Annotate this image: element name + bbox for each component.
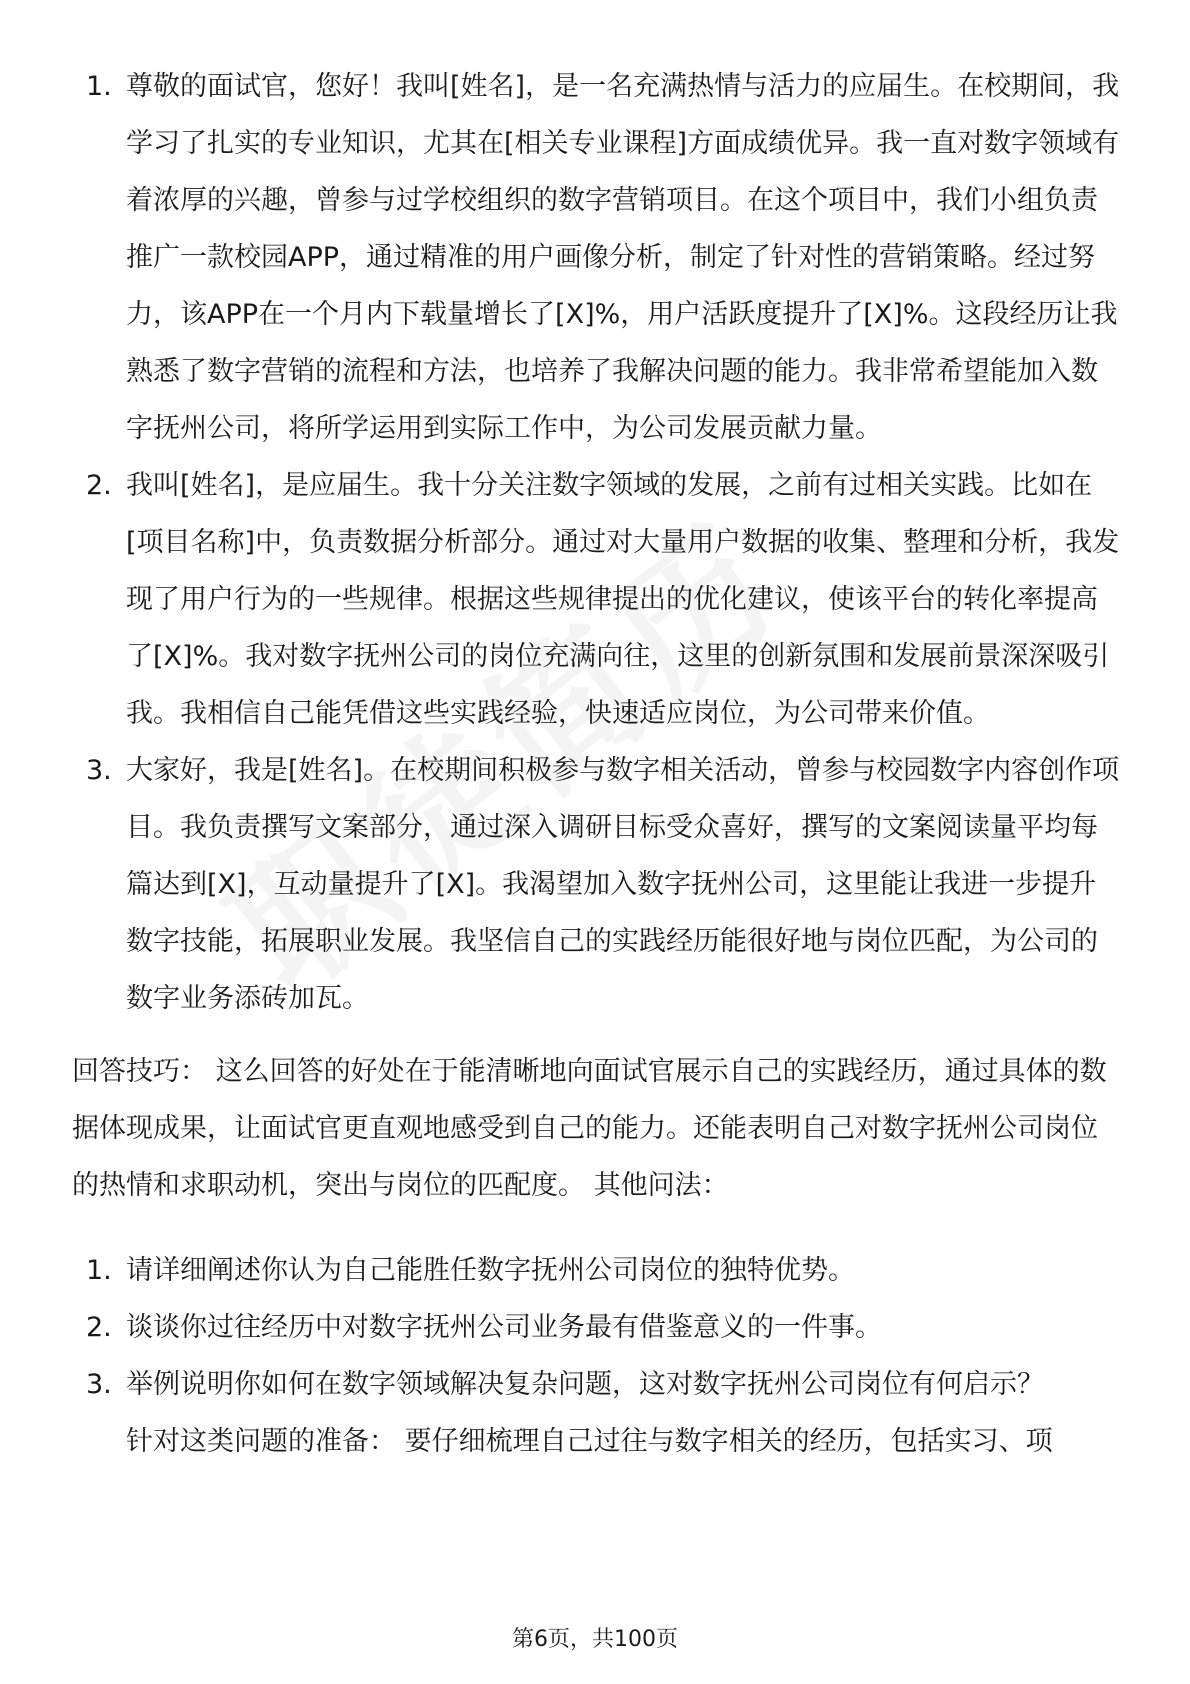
list-number: 2.: [86, 1312, 112, 1343]
list-number: 3.: [86, 1369, 112, 1400]
answer-text: 我叫[姓名]，是应届生。我十分关注数字领域的发展，之前有过相关实践。比如在[项目名称]中，负责数据分析部分。通过对大量用户数据的收集、整理和分析，我发现了用户行为的一些规律。根据这些规律提出的优化建议，使该平台的转化率提高了[X]%。我对数字抚州公司的岗位充满向往，这里的创新氛围和发展前景深深吸引我。我相信自己能凭借这些实践经验，快速适应岗位，为公司带来价值。: [126, 470, 1120, 729]
question-text: 谈谈你过往经历中对数字抚州公司业务最有借鉴意义的一件事。: [126, 1312, 882, 1343]
question-item: [72, 1242, 1122, 1299]
list-number: 2.: [86, 470, 112, 501]
answer-item: [72, 742, 1122, 1027]
question-text: 举例说明你如何在数字领域解决复杂问题，这对数字抚州公司岗位有何启示？: [126, 1369, 1044, 1400]
page-number-footer: 第6页，共100页: [512, 1627, 678, 1652]
list-number: 1.: [86, 1255, 112, 1286]
answer-item: [72, 58, 1122, 457]
question-item: [72, 1356, 1122, 1413]
list-number: 1.: [86, 71, 112, 102]
alternative-questions-list: [72, 1242, 1122, 1413]
answer-tips: 回答技巧： 这么回答的好处在于能清晰地向面试官展示自己的实践经历，通过具体的数据体现成果，让面试官更直观地感受到自己的能力。还能表明自己对数字抚州公司岗位的热情和求职动机，突出与岗位的匹配度。 其他问法：: [72, 1056, 1107, 1201]
answer-list: [72, 58, 1122, 1027]
page-content: [72, 58, 1122, 1470]
answer-item: [72, 457, 1122, 742]
question-item: [72, 1299, 1122, 1356]
answer-text: 大家好，我是[姓名]。在校期间积极参与数字相关活动，曾参与校园数字内容创作项目。我负责撰写文案部分，通过深入调研目标受众喜好，撰写的文案阅读量平均每篇达到[X]，互动量提升了[X]。我渴望加入数字抚州公司，这里能让我进一步提升数字技能，拓展职业发展。我坚信自己的实践经历能很好地与岗位匹配，为公司的数字业务添砖加瓦。: [126, 755, 1120, 1014]
answer-text: 尊敬的面试官，您好！我叫[姓名]，是一名充满热情与活力的应届生。在校期间，我学习了扎实的专业知识，尤其在[相关专业课程]方面成绩优异。我一直对数字领域有着浓厚的兴趣，曾参与过学校组织的数字营销项目。在这个项目中，我们小组负责推广一款校园APP，通过精准的用户画像分析，制定了针对性的营销策略。经过努力，该APP在一个月内下载量增长了[X]%，用户活跃度提升了[X]%。这段经历让我熟悉了数字营销的流程和方法，也培养了我解决问题的能力。我非常希望能加入数字抚州公司，将所学运用到实际工作中，为公司发展贡献力量。: [126, 71, 1120, 444]
question-text: 请详细阐述你认为自己能胜任数字抚州公司岗位的独特优势。: [126, 1255, 855, 1286]
list-number: 3.: [86, 755, 112, 786]
preparation-text: 针对这类问题的准备： 要仔细梳理自己过往与数字相关的经历，包括实习、项: [126, 1426, 1053, 1457]
